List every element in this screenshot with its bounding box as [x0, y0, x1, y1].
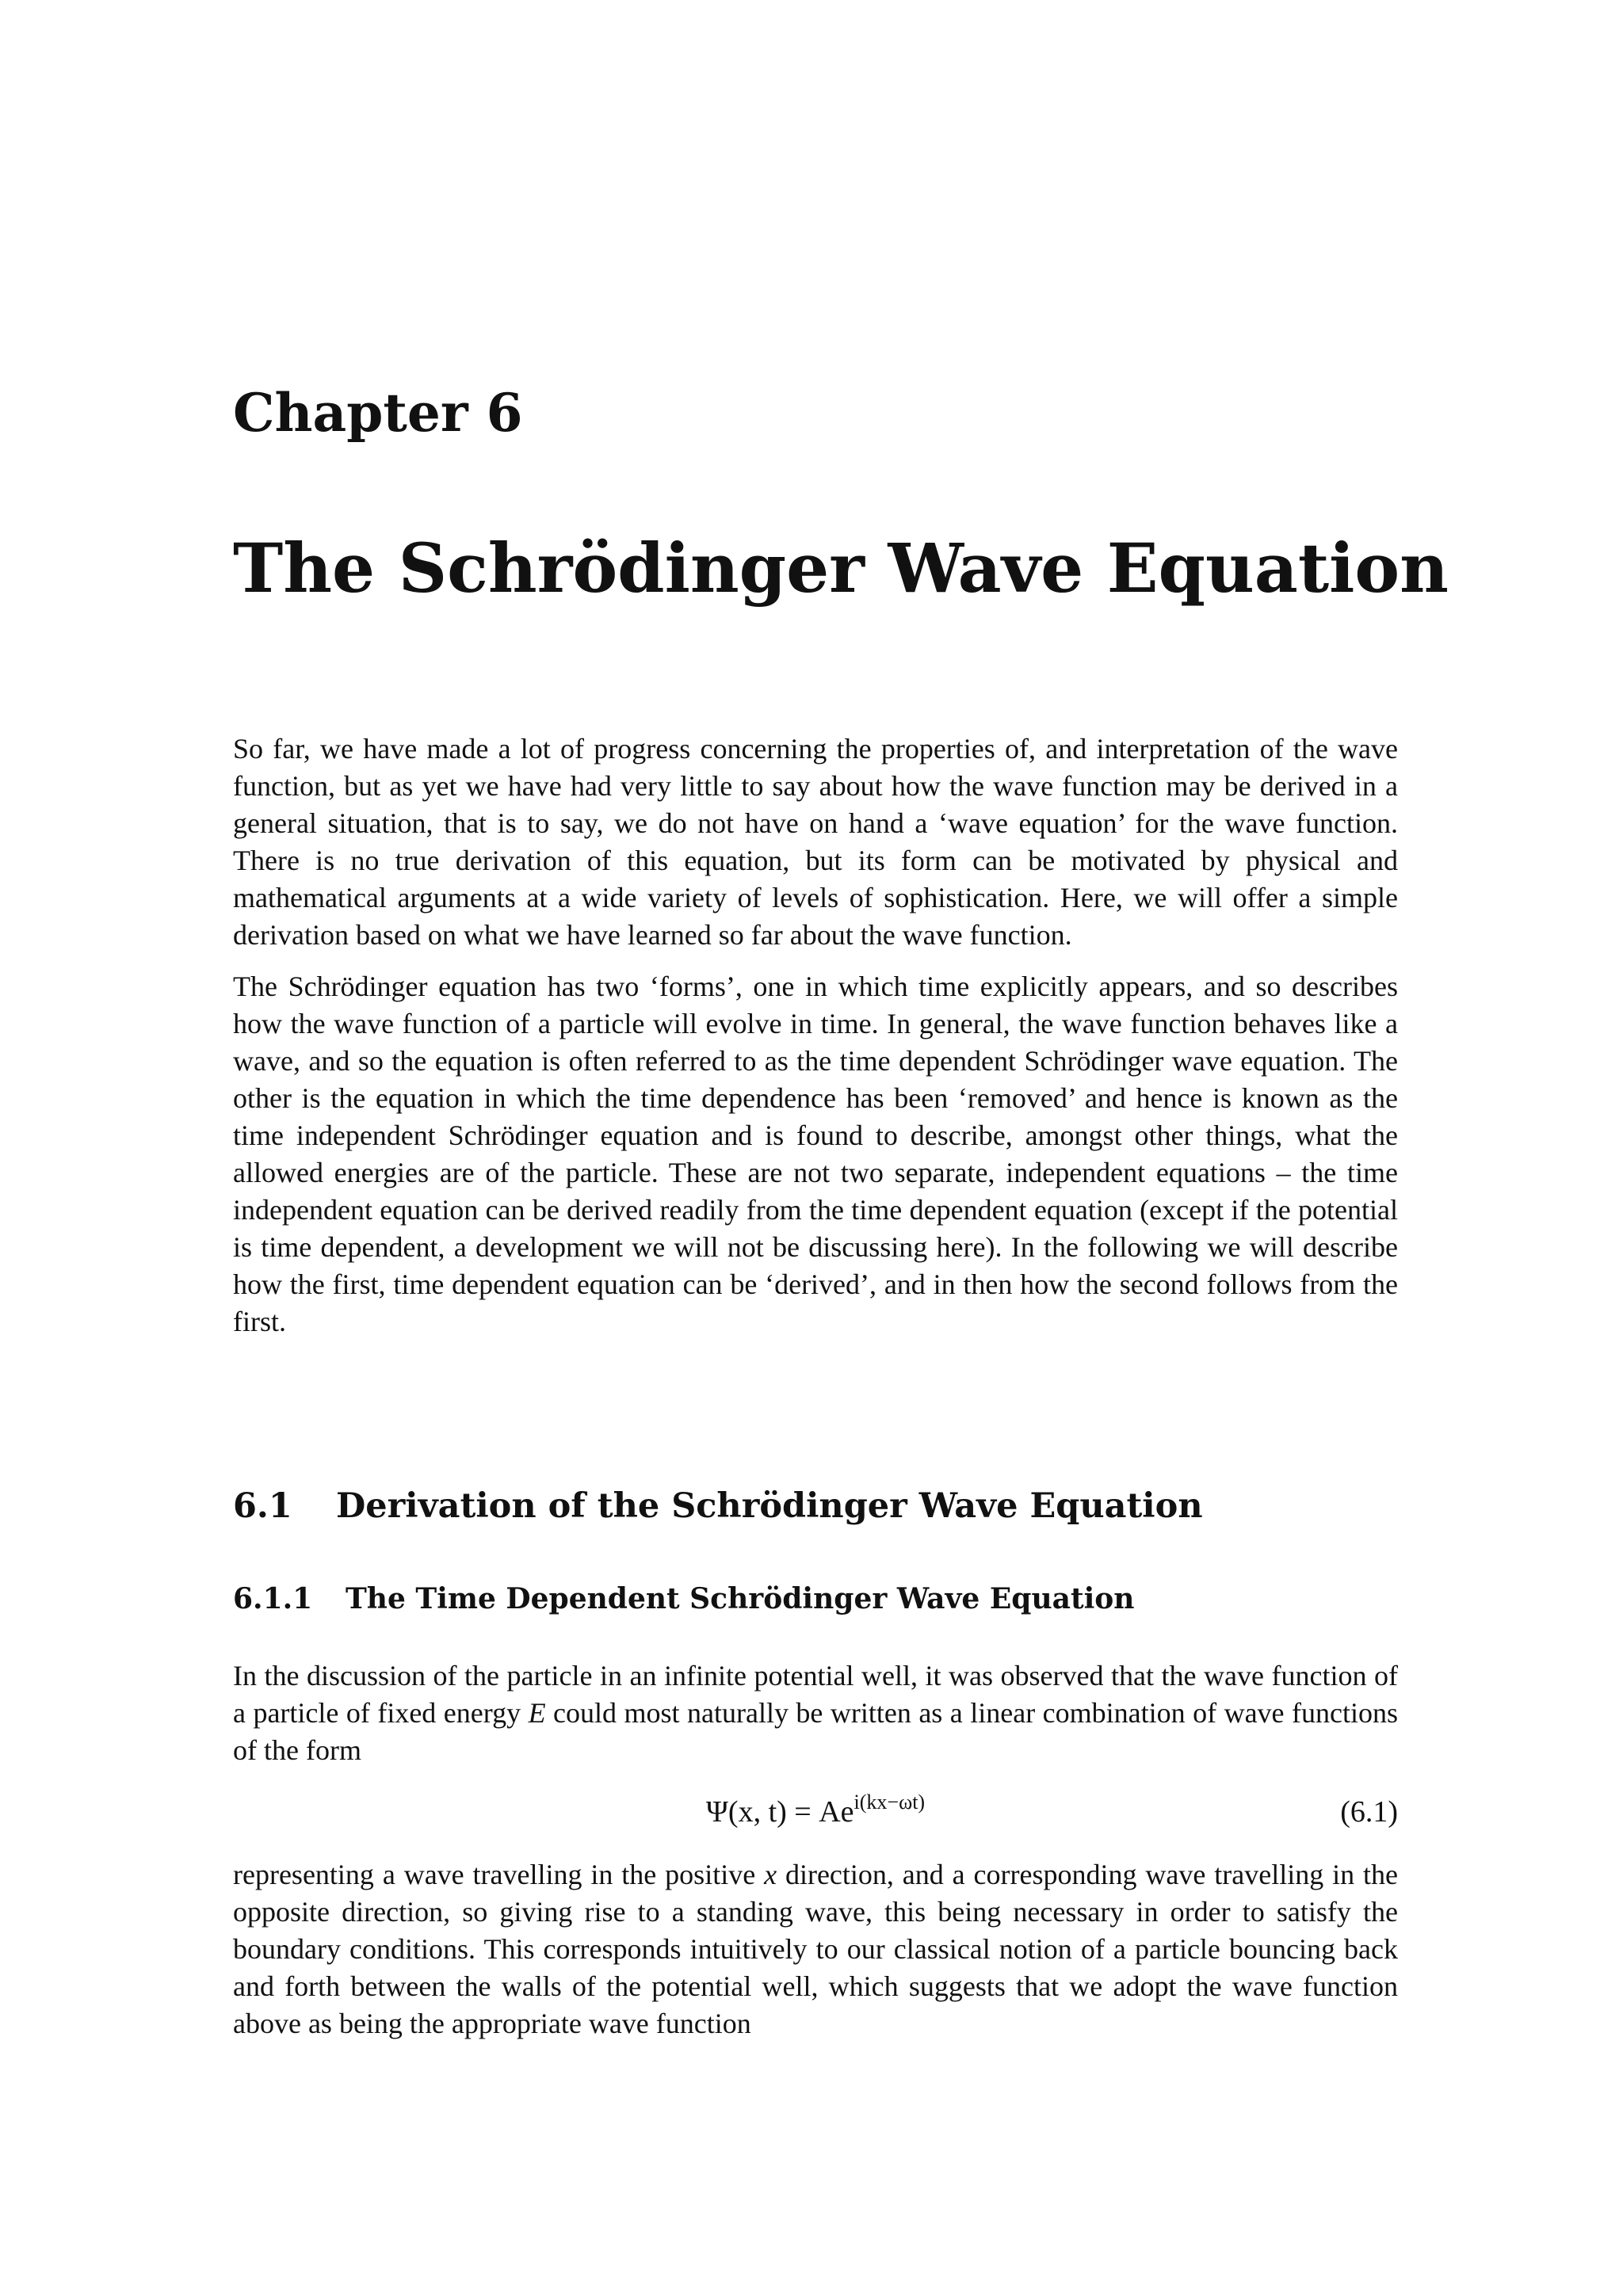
section-heading: [233, 1486, 1203, 1526]
text-run: representing a wave travelling in the positive: [233, 1859, 765, 1890]
equation-lhs: Ψ(x, t) = Ae: [705, 1795, 854, 1829]
section-body: [233, 1657, 1398, 2057]
section-number: 6.1: [233, 1486, 292, 1526]
intro-paragraph: So far, we have made a lot of progress concerning the properties of, and interpretation of the wave function, but as yet we have had very little to say about how the wave function may be derived in a general situation, that is to say, we do not have on hand a ‘wave equation’ for the wave function. There is no true derivation of this equation, but its form can be motivated by physical and mathematical arguments at a wide variety of levels of sophistication. Here, we will offer a simple derivation based on what we have learned so far about the wave function.: [233, 733, 1398, 951]
equation-6-1: [233, 1783, 1398, 1839]
chapter-title: The Schrödinger Wave Equation: [233, 529, 1449, 608]
body-paragraph: [233, 1856, 1398, 2042]
intro-text: [233, 730, 1398, 1355]
chapter-label: Chapter 6: [233, 382, 523, 444]
subsection-heading: [233, 1582, 1135, 1615]
equation-content: [233, 1791, 1398, 1829]
math-variable: x: [764, 1859, 777, 1890]
equation-exponent: i(kx−ωt): [854, 1791, 926, 1814]
text-run: could most naturally be written as a linear combination of wave functions of the form: [233, 1697, 1398, 1766]
text-run: direction, and a corresponding wave travelling in the opposite direction, so giving rise to a standing wave, this being necessary in order to satisfy the boundary conditions. This corresponds intuitively to our classical notion of a particle bouncing back and forth between the walls of the potential well, which suggests that we adopt the wave function above as being the appropriate wave function: [233, 1859, 1398, 2039]
intro-paragraph: The Schrödinger equation has two ‘forms’, one in which time explicitly appears, and so describes how the wave function of a particle will evolve in time. In general, the wave function behaves like a wave, and so the equation is often referred to as the time dependent Schrödinger wave equation. The other is the equation in which the time dependence has been ‘removed’ and hence is known as the time independent Schrödinger equation and is found to describe, amongst other things, what the allowed energies are of the particle. These are not two separate, independent equations – the time independent equation can be derived readily from the time dependent equation (except if the potential is time dependent, a development we will not be discussing here). In the following we will describe how the first, time dependent equation can be ‘derived’, and in then how the second follows from the first.: [233, 971, 1398, 1337]
text-run: In the discussion of the particle in an infinite potential well, it was observed that the wave function of a particle of fixed energy: [233, 1660, 1398, 1729]
subsection-number: 6.1.1: [233, 1582, 313, 1615]
math-variable: E: [528, 1697, 546, 1729]
subsection-title: The Time Dependent Schrödinger Wave Equation: [346, 1582, 1135, 1615]
body-paragraph: [233, 1657, 1398, 1769]
section-title: Derivation of the Schrödinger Wave Equation: [336, 1486, 1203, 1526]
equation-number: (6.1): [1340, 1795, 1398, 1829]
